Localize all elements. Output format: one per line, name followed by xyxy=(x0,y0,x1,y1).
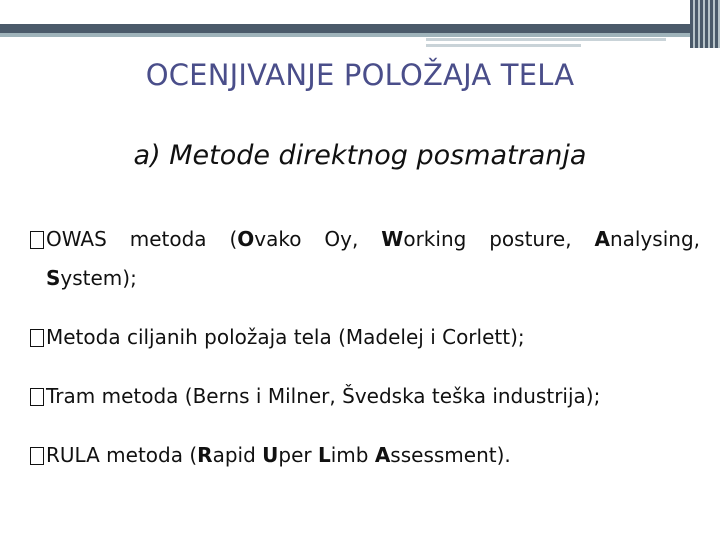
header-accent-line xyxy=(426,44,581,47)
header-bar-teal xyxy=(0,33,690,37)
header-band xyxy=(0,0,720,24)
header-bar-dark xyxy=(0,24,690,33)
slide-title: OCENJIVANJE POLOŽAJA TELA xyxy=(145,58,575,92)
square-bullet-icon xyxy=(30,447,44,465)
list-item: Metoda ciljanih položaja tela (Madelej i Corlett); xyxy=(30,313,700,362)
slide-subtitle: a) Metode direktnog posmatranja xyxy=(133,140,587,171)
list-item: RULA metoda (Rapid Uper Limb Assessment). xyxy=(30,431,700,480)
square-bullet-icon xyxy=(30,388,44,406)
square-bullet-icon xyxy=(30,231,44,249)
list-item: Tram metoda (Berns i Milner, Švedska teška industrija); xyxy=(30,372,700,421)
bullet-list xyxy=(30,215,700,490)
list-item-continuation: System); xyxy=(46,266,137,290)
list-item: OWAS metoda (Ovako Oy, Working posture, Analysing, xyxy=(30,215,700,264)
header-accent-line xyxy=(426,38,666,41)
header-stripes xyxy=(690,0,720,48)
square-bullet-icon xyxy=(30,329,44,347)
